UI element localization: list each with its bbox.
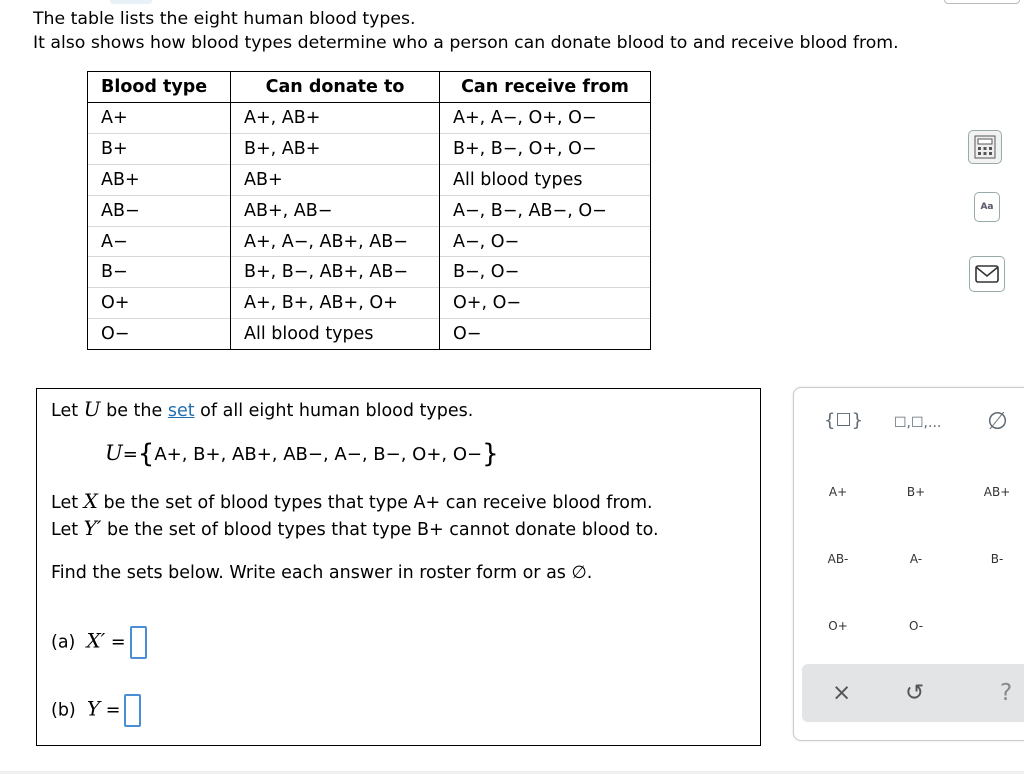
part-b-label: (b): [51, 700, 76, 721]
cell-can-donate: All blood types: [231, 319, 440, 350]
palette-button-b-pos[interactable]: B+: [906, 485, 926, 499]
y-suffix-text: be the set of blood types that type B+ cannot donate blood to.: [106, 520, 659, 540]
cell-blood-type: AB−: [88, 195, 231, 226]
palette-button-o-neg[interactable]: O-: [908, 619, 924, 633]
cell-can-receive: O+, O−: [440, 288, 651, 319]
cell-can-receive: A+, A−, O+, O−: [440, 103, 651, 134]
table-header-row: [88, 72, 651, 103]
cell-can-receive: B−, O−: [440, 257, 651, 288]
table-row: [88, 288, 651, 319]
answer-input-a[interactable]: [130, 626, 147, 659]
cell-can-receive: A−, B−, AB−, O−: [440, 195, 651, 226]
part-a: [51, 626, 147, 659]
var-u-eq: U: [105, 441, 123, 465]
instruction-text: Find the sets below. Write each answer in roster form or as ∅.: [51, 563, 593, 583]
table-row: [88, 257, 651, 288]
palette-button-ab-neg[interactable]: AB-: [827, 552, 849, 566]
top-tab-fragment: [110, 0, 152, 4]
cell-can-donate: AB+: [231, 164, 440, 195]
cell-can-donate: A+, AB+: [231, 103, 440, 134]
equals-sign: =: [110, 632, 126, 653]
text-size-icon[interactable]: [974, 192, 1000, 222]
cell-can-receive: All blood types: [440, 164, 651, 195]
symbol-palette: [793, 387, 1024, 741]
cell-blood-type: A−: [88, 226, 231, 257]
header-blood-type: Blood type: [88, 72, 231, 103]
set-u-definition: [51, 397, 473, 421]
var-x: X: [83, 489, 98, 513]
equals-sign: =: [122, 444, 138, 465]
palette-button-o-pos[interactable]: O+: [828, 619, 848, 633]
cell-blood-type: AB+: [88, 164, 231, 195]
table-row: [88, 195, 651, 226]
cell-blood-type: B+: [88, 133, 231, 164]
header-can-donate: Can donate to: [231, 72, 440, 103]
text-size-label: Aa: [980, 202, 994, 212]
var-y: Y: [86, 696, 101, 721]
header-can-receive: Can receive from: [440, 72, 651, 103]
cell-blood-type: O+: [88, 288, 231, 319]
top-right-button-fragment[interactable]: [944, 0, 1020, 4]
intro-text: [33, 7, 899, 55]
question-box: [36, 388, 761, 746]
answer-input-b[interactable]: [124, 694, 141, 727]
set-y-definition: [51, 516, 659, 540]
clear-icon[interactable]: ×: [832, 680, 852, 706]
palette-footer: [802, 664, 1024, 722]
palette-button-a-pos[interactable]: A+: [828, 485, 848, 499]
intro-line-1: The table lists the eight human blood types.: [33, 9, 416, 29]
table-row: [88, 226, 651, 257]
open-brace: {: [137, 439, 155, 469]
cell-can-receive: A−, O−: [440, 226, 651, 257]
be-the-text: be the: [106, 401, 163, 421]
let-text: Let: [51, 520, 79, 540]
cell-can-receive: O−: [440, 319, 651, 350]
cell-can-donate: A+, B+, AB+, O+: [231, 288, 440, 319]
var-u: U: [83, 397, 101, 421]
let-text: Let: [51, 401, 79, 421]
calculator-icon[interactable]: [968, 130, 1002, 164]
cell-blood-type: O−: [88, 319, 231, 350]
part-a-label: (a): [51, 632, 76, 653]
mail-icon[interactable]: [969, 256, 1005, 292]
help-icon[interactable]: ?: [1000, 680, 1013, 706]
table-row: [88, 319, 651, 350]
roster-braces-button[interactable]: {☐}: [824, 410, 864, 431]
cell-can-donate: B+, B−, AB+, AB−: [231, 257, 440, 288]
cell-can-donate: B+, AB+: [231, 133, 440, 164]
cell-can-donate: AB+, AB−: [231, 195, 440, 226]
var-y-prime: Y′: [83, 516, 102, 540]
cell-can-receive: B+, B−, O+, O−: [440, 133, 651, 164]
u-elements: A+, B+, AB+, AB−, A−, B−, O+, O−: [154, 444, 483, 465]
set-x-definition: [51, 489, 653, 513]
set-u-roster: [105, 439, 499, 469]
cell-can-donate: A+, A−, AB+, AB−: [231, 226, 440, 257]
ellipsis-list-button[interactable]: ☐,☐,...: [894, 415, 942, 431]
close-brace: }: [482, 439, 499, 469]
empty-set-button[interactable]: ∅: [987, 407, 1008, 435]
u-suffix-text: of all eight human blood types.: [200, 401, 474, 421]
var-x-prime: X′: [86, 628, 106, 653]
x-suffix-text: be the set of blood types that type A+ can receive blood from.: [103, 493, 653, 513]
cell-blood-type: B−: [88, 257, 231, 288]
set-link[interactable]: set: [167, 401, 195, 421]
table-row: [88, 133, 651, 164]
blood-type-table: [87, 71, 651, 350]
equals-sign: =: [105, 700, 121, 721]
intro-line-2: It also shows how blood types determine who a person can donate blood to and receive blood from.: [33, 33, 899, 53]
table-row: [88, 103, 651, 134]
palette-button-a-neg[interactable]: A-: [909, 552, 923, 566]
undo-icon[interactable]: ↺: [905, 680, 925, 706]
palette-button-ab-pos[interactable]: AB+: [983, 485, 1011, 499]
palette-button-b-neg[interactable]: B-: [990, 552, 1004, 566]
table-row: [88, 164, 651, 195]
cell-blood-type: A+: [88, 103, 231, 134]
part-b: [51, 694, 141, 727]
let-text: Let: [51, 493, 79, 513]
